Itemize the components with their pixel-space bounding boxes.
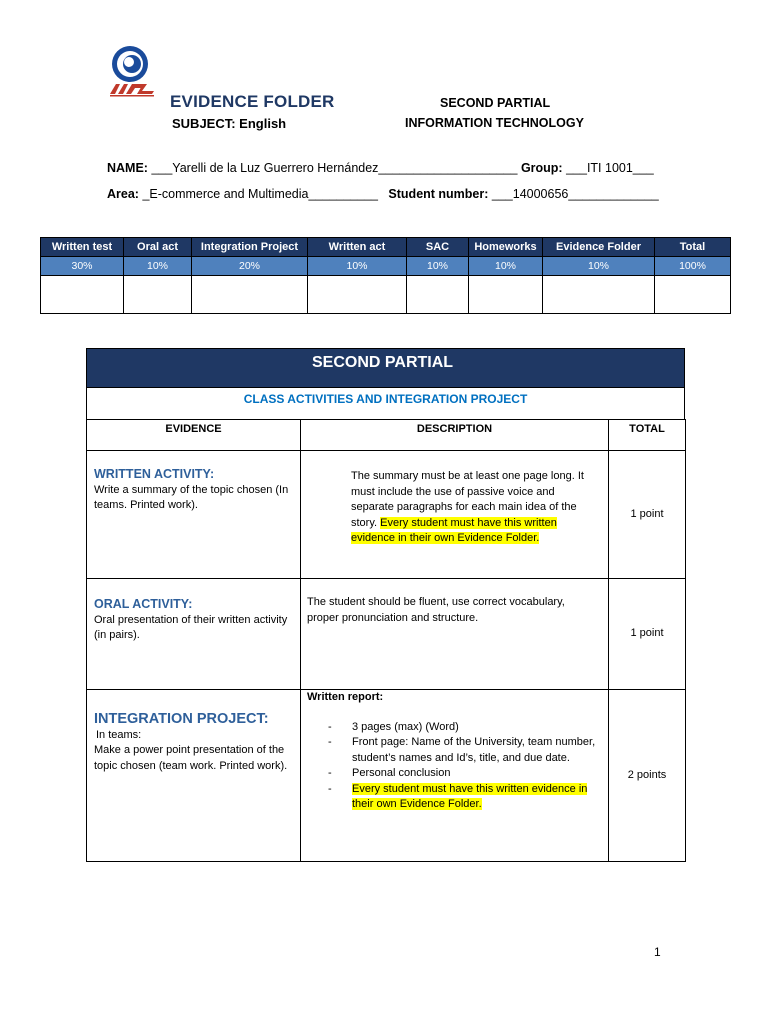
oral-activity-row (87, 579, 686, 690)
oral-description-cell (301, 579, 609, 690)
university-logo (104, 44, 158, 106)
percentage-cell: 30% (41, 257, 124, 276)
integration-project-title: INTEGRATION PROJECT: (94, 711, 269, 727)
area-line (107, 187, 659, 201)
score-cell[interactable] (543, 276, 655, 314)
list-item (307, 782, 600, 813)
written-activity-title: WRITTEN ACTIVITY: (94, 467, 215, 481)
percentage-cell: 10% (124, 257, 192, 276)
percentage-cell: 20% (192, 257, 308, 276)
percentage-cell: 10% (308, 257, 407, 276)
score-cell[interactable] (124, 276, 192, 314)
name-line (107, 161, 654, 175)
integration-evidence-cell (87, 690, 301, 862)
program-label: INFORMATION TECHNOLOGY (405, 116, 584, 130)
group-label: Group: (520, 161, 563, 175)
activities-header-row (87, 420, 686, 451)
document-title: EVIDENCE FOLDER (170, 92, 335, 111)
integration-project-evidence: Make a power point presentation of the topic chosen (team work. Printed work). (94, 744, 288, 772)
name-value: ___Yarelli de la Luz Guerrero Hernández____________________ (147, 161, 521, 175)
written-evidence-cell (87, 451, 301, 579)
grades-header-cell: SAC (407, 238, 469, 257)
percentage-cell: 10% (469, 257, 543, 276)
subject-label: SUBJECT: English (172, 116, 287, 131)
total-column-header: TOTAL (609, 420, 686, 451)
score-cell[interactable] (655, 276, 731, 314)
grades-header-cell: Homeworks (469, 238, 543, 257)
written-activity-evidence: Write a summary of the topic chosen (In teams. Printed work). (94, 483, 289, 511)
grades-table (40, 237, 731, 314)
oral-description: The student should be fluent, use correct vocabulary, proper pronunciation and structure. (307, 596, 565, 624)
partial-label: SECOND PARTIAL (440, 96, 551, 110)
oral-total: 1 point (609, 579, 686, 690)
grades-score-row (41, 276, 731, 314)
score-cell[interactable] (192, 276, 308, 314)
score-cell[interactable] (469, 276, 543, 314)
grades-header-cell: Written act (308, 238, 407, 257)
description-column-header: DESCRIPTION (301, 420, 609, 451)
evidence-column-header: EVIDENCE (87, 420, 301, 451)
written-total: 1 point (609, 451, 686, 579)
oral-activity-title: ORAL ACTIVITY: (94, 597, 193, 611)
written-highlight-note: Every student must have this written evidence in their own Evidence Folder. (351, 516, 557, 544)
oral-activity-evidence: Oral presentation of their written activity (in pairs). (94, 613, 288, 641)
integration-description-cell (301, 690, 609, 862)
activities-grid (86, 419, 686, 862)
grades-header-cell: Written test (41, 238, 124, 257)
student-number-label: Student number: (388, 187, 489, 201)
grades-header-row (41, 238, 731, 257)
integration-total: 2 points (609, 690, 686, 862)
page-number: 1 (654, 945, 661, 959)
score-cell[interactable] (308, 276, 407, 314)
score-cell[interactable] (407, 276, 469, 314)
grades-header-cell: Total (655, 238, 731, 257)
name-label: NAME: (107, 161, 148, 175)
activities-title: SECOND PARTIAL (86, 348, 685, 387)
list-item: - 3 pages (max) (Word) (307, 720, 600, 736)
integration-highlight-note: Every student must have this written evidence in their own Evidence Folder. (352, 782, 588, 810)
grades-header-cell: Integration Project (192, 238, 308, 257)
activities-subtitle: CLASS ACTIVITIES AND INTEGRATION PROJECT (86, 387, 685, 419)
percentage-cell: 100% (655, 257, 731, 276)
list-item: - Personal conclusion (307, 766, 600, 782)
score-cell[interactable] (41, 276, 124, 314)
grades-header-cell: Oral act (124, 238, 192, 257)
activities-table (86, 348, 685, 862)
written-description-cell (301, 451, 609, 579)
written-description: The summary must be at least one page long. It must include the use of passive voice and separate paragraphs for each main idea of the story. (351, 470, 584, 529)
grades-percentage-row (41, 257, 731, 276)
oral-evidence-cell (87, 579, 301, 690)
student-number-value: ___14000656_____________ (488, 187, 659, 201)
integration-project-row (87, 690, 686, 862)
written-report-label: Written report: (307, 691, 384, 703)
group-value: ___ITI 1001___ (562, 161, 654, 175)
area-value: _E-commerce and Multimedia__________ (138, 187, 389, 201)
area-label: Area: (107, 187, 139, 201)
grades-header-cell: Evidence Folder (543, 238, 655, 257)
list-item: - Front page: Name of the University, team number, student’s names and Id’s, title, and due date. (307, 735, 600, 766)
percentage-cell: 10% (543, 257, 655, 276)
written-report-list (307, 720, 600, 813)
written-activity-row (87, 451, 686, 579)
integration-teams-note: In teams: (96, 728, 142, 741)
percentage-cell: 10% (407, 257, 469, 276)
